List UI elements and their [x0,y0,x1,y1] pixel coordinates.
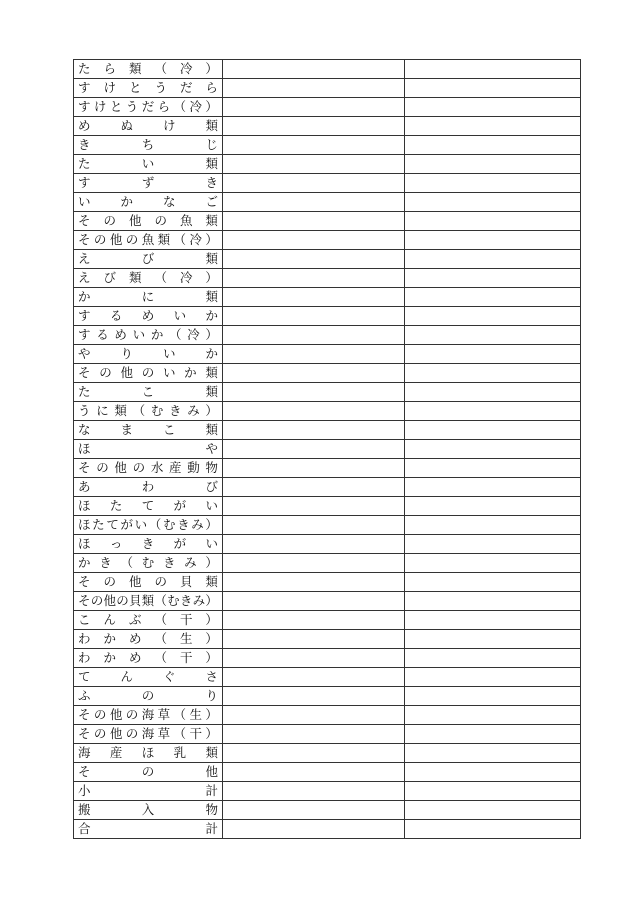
value-cell-2[interactable] [405,592,581,611]
category-label-cell [74,573,223,592]
category-label-cell [74,307,223,326]
category-label-cell [74,516,223,535]
table-row [74,630,581,649]
value-cell-2[interactable] [405,269,581,288]
value-cell-1[interactable] [223,630,405,649]
category-label-cell [74,345,223,364]
category-label: そ の 他 の い か 類 [78,365,218,380]
table-row [74,98,581,117]
table-row [74,611,581,630]
table-row [74,117,581,136]
category-label: す る め い か [78,308,218,323]
value-cell-1[interactable] [223,592,405,611]
category-label: た い 類 [78,156,218,171]
category-label-cell [74,535,223,554]
value-cell-2[interactable] [405,421,581,440]
value-cell-1[interactable] [223,611,405,630]
value-cell-2[interactable] [405,687,581,706]
category-label: そ の 他 の 海 草 （ 干 ） [78,726,218,741]
category-label-cell [74,820,223,839]
table-body [74,60,581,839]
table-row [74,459,581,478]
category-label-cell [74,725,223,744]
value-cell-2[interactable] [405,516,581,535]
category-label: ほ っ き が い [78,536,218,551]
table-row [74,782,581,801]
table-row [74,801,581,820]
value-cell-2[interactable] [405,801,581,820]
value-cell-2[interactable] [405,440,581,459]
table-row [74,649,581,668]
table-row [74,516,581,535]
category-label-cell [74,668,223,687]
category-label-cell [74,611,223,630]
category-label-cell [74,763,223,782]
value-cell-2[interactable] [405,782,581,801]
category-label: か き （ む き み ） [78,555,218,570]
value-cell-2[interactable] [405,193,581,212]
value-cell-2[interactable] [405,497,581,516]
category-label: ほ た て が い [78,498,218,513]
value-cell-1[interactable] [223,820,405,839]
table-row [74,668,581,687]
table-row [74,497,581,516]
value-cell-1[interactable] [223,478,405,497]
value-cell-1[interactable] [223,231,405,250]
category-label-cell [74,706,223,725]
value-cell-1[interactable] [223,212,405,231]
table-row [74,60,581,79]
category-label-cell [74,136,223,155]
category-label: ふ の り [78,688,218,703]
value-cell-1[interactable] [223,687,405,706]
value-cell-2[interactable] [405,326,581,345]
table-row [74,763,581,782]
table-row [74,687,581,706]
value-cell-2[interactable] [405,136,581,155]
value-cell-1[interactable] [223,174,405,193]
category-label-cell [74,744,223,763]
value-cell-2[interactable] [405,459,581,478]
value-cell-2[interactable] [405,60,581,79]
table-row [74,212,581,231]
value-cell-1[interactable] [223,763,405,782]
category-label-cell [74,440,223,459]
category-label-cell [74,250,223,269]
table-row [74,155,581,174]
value-cell-2[interactable] [405,345,581,364]
value-cell-2[interactable] [405,250,581,269]
category-label-cell [74,212,223,231]
category-label-cell [74,364,223,383]
category-label-cell [74,60,223,79]
table-row [74,79,581,98]
category-label: す け と う だ ら （ 冷 ） [78,99,218,114]
table-row [74,744,581,763]
category-label: え び 類 （ 冷 ） [78,270,218,285]
value-cell-2[interactable] [405,288,581,307]
category-label-cell [74,193,223,212]
value-cell-1[interactable] [223,535,405,554]
category-label-cell [74,326,223,345]
document-sheet [73,59,580,839]
category-label-cell [74,231,223,250]
category-label-cell [74,288,223,307]
table-row [74,573,581,592]
value-cell-1[interactable] [223,136,405,155]
value-cell-2[interactable] [405,630,581,649]
table-row [74,440,581,459]
value-cell-2[interactable] [405,763,581,782]
category-label: な ま こ 類 [78,422,218,437]
category-label: 海 産 ほ 乳 類 [78,745,218,760]
table-row [74,250,581,269]
table-row [74,554,581,573]
category-label: す け と う だ ら [78,80,218,95]
value-cell-1[interactable] [223,250,405,269]
value-cell-2[interactable] [405,231,581,250]
category-label-cell [74,155,223,174]
category-label: こ ん ぶ （ 干 ） [78,612,218,627]
category-label: て ん ぐ さ [78,669,218,684]
value-cell-1[interactable] [223,383,405,402]
value-cell-1[interactable] [223,725,405,744]
value-cell-2[interactable] [405,535,581,554]
category-label-cell [74,402,223,421]
value-cell-2[interactable] [405,98,581,117]
category-label: た こ 類 [78,384,218,399]
category-label: た ら 類 （ 冷 ） [78,61,218,76]
value-cell-2[interactable] [405,611,581,630]
value-cell-1[interactable] [223,98,405,117]
value-cell-2[interactable] [405,117,581,136]
value-cell-2[interactable] [405,478,581,497]
value-cell-1[interactable] [223,706,405,725]
value-cell-2[interactable] [405,79,581,98]
value-cell-2[interactable] [405,364,581,383]
category-label: そ の 他 の 水 産 動 物 [78,460,218,475]
category-label-cell [74,478,223,497]
category-label: や り い か [78,346,218,361]
category-label: ほ や [78,441,218,456]
category-label: そ の 他 の 魚 類 （ 冷 ） [78,232,218,247]
value-cell-2[interactable] [405,402,581,421]
value-cell-2[interactable] [405,383,581,402]
value-cell-1[interactable] [223,801,405,820]
table-row [74,136,581,155]
value-cell-1[interactable] [223,649,405,668]
category-label-cell [74,383,223,402]
value-cell-1[interactable] [223,459,405,478]
table-row [74,326,581,345]
value-cell-2[interactable] [405,554,581,573]
table-row [74,535,581,554]
value-cell-2[interactable] [405,706,581,725]
table-row [74,478,581,497]
value-cell-2[interactable] [405,307,581,326]
table-row [74,592,581,611]
table-row [74,345,581,364]
table-row [74,307,581,326]
category-label: あ わ び [78,479,218,494]
value-cell-1[interactable] [223,345,405,364]
table-row [74,725,581,744]
value-cell-1[interactable] [223,155,405,174]
value-cell-1[interactable] [223,516,405,535]
value-cell-1[interactable] [223,497,405,516]
category-label: 合 計 [78,821,218,836]
category-label: そ の 他 の 魚 類 [78,213,218,228]
value-cell-1[interactable] [223,744,405,763]
value-cell-1[interactable] [223,193,405,212]
category-label: い か な ご [78,194,218,209]
category-label-cell [74,554,223,573]
table-row [74,706,581,725]
table-row [74,421,581,440]
category-label-cell [74,459,223,478]
table-row [74,174,581,193]
value-cell-1[interactable] [223,269,405,288]
category-label-cell [74,630,223,649]
value-cell-2[interactable] [405,212,581,231]
category-label: わ か め （ 干 ） [78,650,218,665]
table-row [74,231,581,250]
value-cell-1[interactable] [223,60,405,79]
category-label-cell [74,117,223,136]
fish-category-table [73,59,581,839]
value-cell-1[interactable] [223,364,405,383]
category-label-cell [74,98,223,117]
value-cell-2[interactable] [405,725,581,744]
table-row [74,269,581,288]
value-cell-1[interactable] [223,79,405,98]
value-cell-2[interactable] [405,668,581,687]
table-row [74,193,581,212]
value-cell-1[interactable] [223,326,405,345]
category-label-cell [74,687,223,706]
category-label: き ち じ [78,137,218,152]
value-cell-1[interactable] [223,117,405,136]
table-row [74,383,581,402]
category-label: う に 類 （ む き み ） [78,403,218,418]
table-row [74,402,581,421]
category-label: そ の 他 の 貝 類 （ む き み ） [78,593,218,608]
category-label: す る め い か （ 冷 ） [78,327,218,342]
category-label: か に 類 [78,289,218,304]
category-label-cell [74,269,223,288]
category-label: 搬 入 物 [78,802,218,817]
value-cell-1[interactable] [223,421,405,440]
value-cell-1[interactable] [223,307,405,326]
value-cell-1[interactable] [223,288,405,307]
category-label-cell [74,421,223,440]
table-row [74,364,581,383]
category-label-cell [74,174,223,193]
category-label: え び 類 [78,251,218,266]
value-cell-2[interactable] [405,649,581,668]
category-label-cell [74,801,223,820]
category-label: ほ た て が い （ む き み ） [78,517,218,532]
table-row [74,820,581,839]
value-cell-1[interactable] [223,402,405,421]
value-cell-2[interactable] [405,820,581,839]
category-label: そ の 他 の 海 草 （ 生 ） [78,707,218,722]
category-label: す ず き [78,175,218,190]
value-cell-1[interactable] [223,668,405,687]
category-label: わ か め （ 生 ） [78,631,218,646]
category-label-cell [74,497,223,516]
category-label-cell [74,592,223,611]
value-cell-2[interactable] [405,744,581,763]
category-label: 小 計 [78,783,218,798]
value-cell-1[interactable] [223,440,405,459]
category-label-cell [74,782,223,801]
category-label: そ の 他 の 貝 類 [78,574,218,589]
category-label: そ の 他 [78,764,218,779]
table-row [74,288,581,307]
category-label: め ぬ け 類 [78,118,218,133]
value-cell-1[interactable] [223,782,405,801]
value-cell-2[interactable] [405,573,581,592]
value-cell-2[interactable] [405,174,581,193]
category-label-cell [74,79,223,98]
value-cell-1[interactable] [223,573,405,592]
category-label-cell [74,649,223,668]
value-cell-1[interactable] [223,554,405,573]
value-cell-2[interactable] [405,155,581,174]
